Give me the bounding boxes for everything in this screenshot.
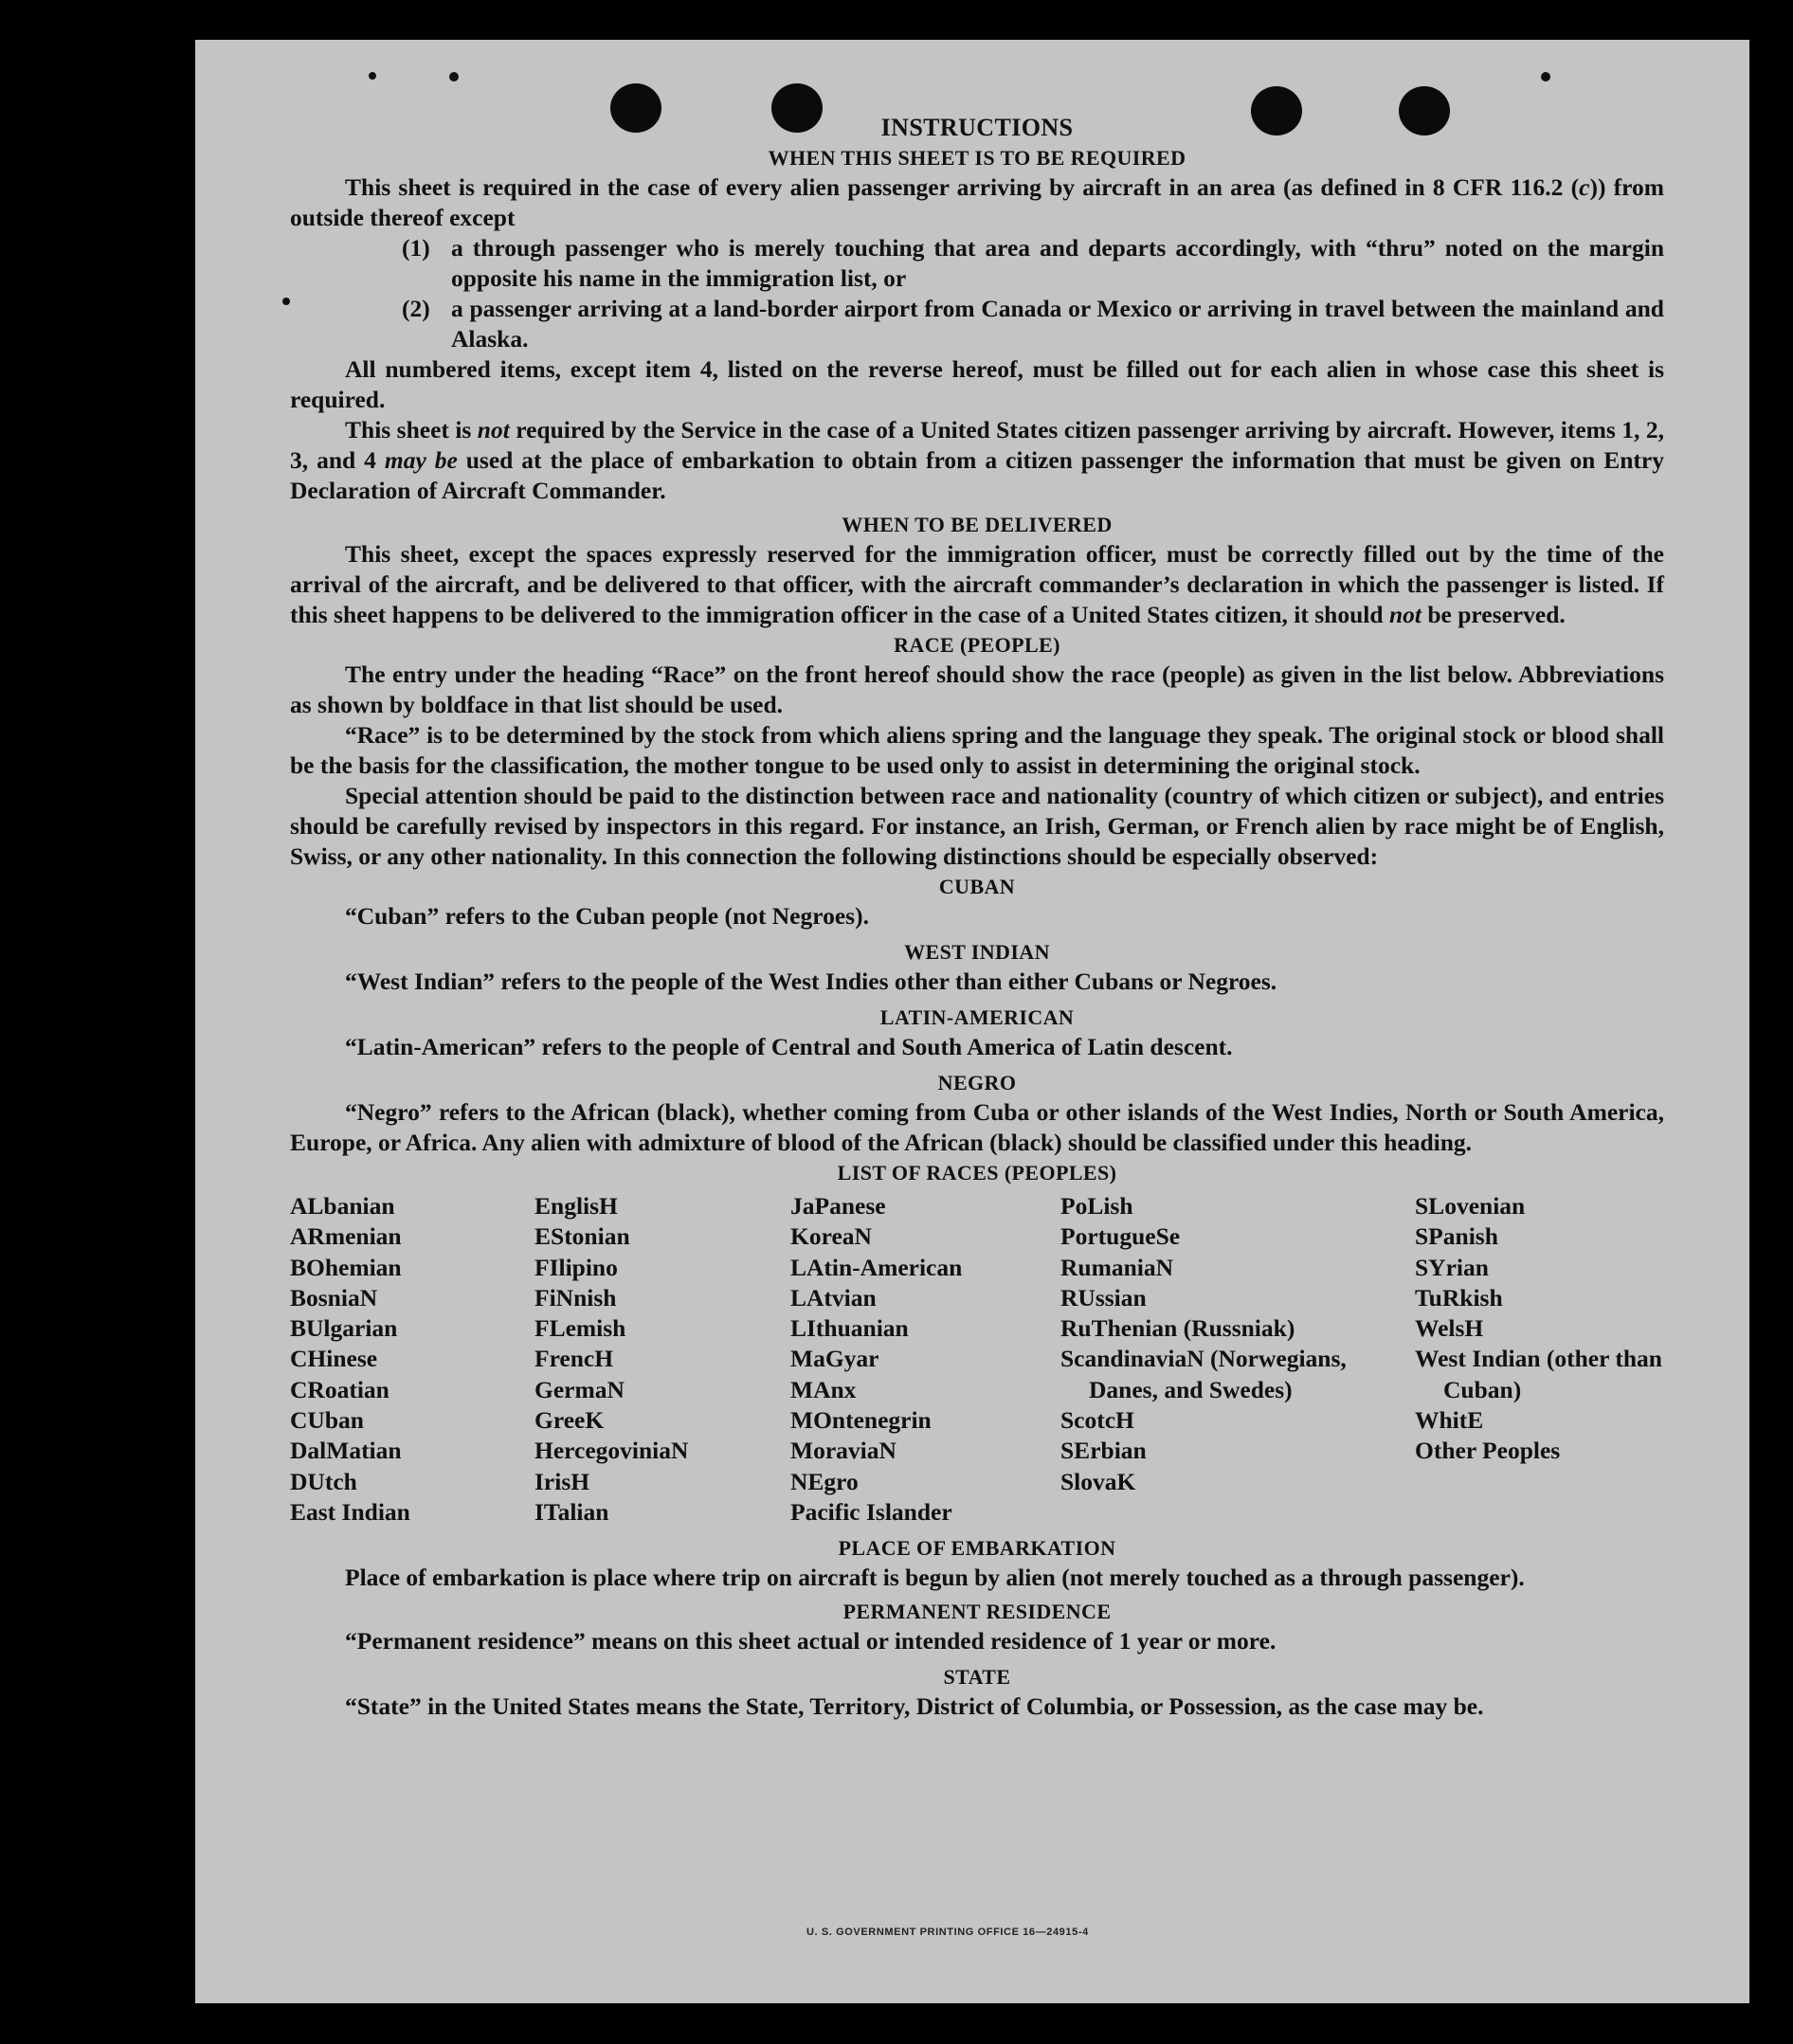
instructions-title: INSTRUCTIONS — [880, 114, 1074, 141]
races-column-1 — [290, 1191, 534, 1528]
race-entry: EnglisH — [534, 1192, 618, 1220]
races-column-2 — [534, 1191, 790, 1528]
race-entry: GermaN — [534, 1375, 625, 1403]
heading-latin-american: LATIN-AMERICAN — [879, 1005, 1075, 1029]
race-entry: ScotcH — [1060, 1406, 1134, 1435]
race-entry: SLovenian — [1415, 1192, 1526, 1220]
heading-delivered: WHEN TO BE DELIVERED — [842, 513, 1113, 536]
race-entry: FLemish — [534, 1314, 626, 1343]
latin-american-text: “Latin-American” refers to the people of Central and South America of Latin descent. — [345, 1033, 1233, 1060]
race-entry: RumaniaN — [1060, 1253, 1174, 1281]
race-entry: BosniaN — [290, 1283, 378, 1311]
race-entry: KoreaN — [790, 1222, 872, 1251]
race-entry: Other Peoples — [1415, 1437, 1561, 1465]
heading-west-indian: WEST INDIAN — [904, 940, 1050, 964]
negro-text: “Negro” refers to the African (black), whether coming from Cuba or other islands of the West Indies, North or South America, Europe, or Africa. Any alien with admixture of blood of the African (black) should be classified under this heading. — [290, 1098, 1664, 1156]
race-entry: MOntenegrin — [790, 1406, 932, 1435]
race-entry: DUtch — [290, 1467, 357, 1495]
ink-speck — [282, 298, 290, 305]
race-entry: FiNnish — [534, 1283, 617, 1311]
printing-office-footer: U. S. GOVERNMENT PRINTING OFFICE 16—24915-4 — [806, 1926, 1089, 1938]
race-entry: East Indian — [290, 1497, 410, 1526]
race-entry: FIlipino — [534, 1253, 618, 1281]
races-column-5 — [1415, 1191, 1664, 1528]
race-entry: ScandinaviaN (Norwegians, Danes, and Swedes) — [1060, 1345, 1347, 1403]
race-entry: IrisH — [534, 1467, 590, 1495]
race-entry: West Indian (other than Cuban) — [1415, 1345, 1662, 1403]
ink-speck — [1541, 72, 1550, 81]
races-column-4 — [1060, 1191, 1415, 1528]
cuban-text: “Cuban” refers to the Cuban people (not Negroes). — [345, 902, 869, 930]
race-entry: BOhemian — [290, 1253, 402, 1281]
heading-list-of-races: LIST OF RACES (PEOPLES) — [837, 1161, 1117, 1185]
embarkation-text: Place of embarkation is place where trip on aircraft is begun by alien (not merely touched as a through passenger). — [345, 1564, 1525, 1592]
races-list — [290, 1191, 1664, 1528]
west-indian-text: “West Indian” refers to the people of the West Indies other than either Cubans or Negroes. — [345, 968, 1277, 995]
race-paragraph-2: “Race” is to be determined by the stock from which aliens spring and the language they speak. The original stock or blood shall be the basis for the classification, the mother tongue to be used only to assist in determining the original stock. — [290, 721, 1664, 779]
race-entry: BUlgarian — [290, 1314, 398, 1343]
race-entry: SlovaK — [1060, 1467, 1136, 1495]
race-entry: ALbanian — [290, 1192, 395, 1220]
race-entry: WelsH — [1415, 1314, 1484, 1343]
required-paragraph-2: All numbered items, except item 4, listed on the reverse hereof, must be filled out for each alien in whose case this sheet is required. — [290, 355, 1664, 413]
race-entry: NEgro — [790, 1467, 859, 1495]
race-entry: MoraviaN — [790, 1437, 896, 1465]
race-entry: LAtvian — [790, 1283, 877, 1311]
race-entry: FrencH — [534, 1345, 614, 1373]
race-entry: LIthuanian — [790, 1314, 909, 1343]
race-entry: EStonian — [534, 1222, 630, 1251]
ink-speck — [369, 72, 376, 80]
race-entry: MAnx — [790, 1375, 857, 1403]
heading-race: RACE (PEOPLE) — [894, 633, 1060, 657]
race-entry: CRoatian — [290, 1375, 389, 1403]
race-entry: Pacific Islander — [790, 1497, 952, 1526]
race-entry: GreeK — [534, 1406, 605, 1435]
race-entry: RUssian — [1060, 1283, 1147, 1311]
heading-embarkation: PLACE OF EMBARKATION — [838, 1536, 1116, 1561]
race-entry: MaGyar — [790, 1345, 879, 1373]
ink-speck — [449, 72, 459, 81]
race-entry: ARmenian — [290, 1222, 402, 1251]
race-entry: SYrian — [1415, 1253, 1489, 1281]
heading-required: WHEN THIS SHEET IS TO BE REQUIRED — [768, 146, 1186, 170]
required-paragraph-3: This sheet is not required by the Service in the case of a United States citizen passenger arriving by aircraft. However, items 1, 2, 3, and 4 may be used at the place of embarkation to obtain from a citizen passenger the information that must be given on Entry Declaration of Aircraft Commander. — [290, 416, 1664, 504]
exception-item-1: (1) a through passenger who is merely touching that area and departs accordingly, with “thru” noted on the margin opposite his name in the immigration list, or — [402, 234, 1664, 292]
race-entry: PoLish — [1060, 1192, 1133, 1220]
exception-item-2: (2) a passenger arriving at a land-border airport from Canada or Mexico or arriving in travel between the mainland and Alaska. — [402, 295, 1664, 353]
race-paragraph-1: The entry under the heading “Race” on the front hereof should show the race (people) as given in the list below. Abbreviations as shown by boldface in that list should be used. — [290, 660, 1664, 718]
race-entry: WhitE — [1415, 1406, 1484, 1435]
heading-cuban: CUBAN — [938, 875, 1016, 898]
heading-residence: PERMANENT RESIDENCE — [842, 1600, 1112, 1624]
state-text: “State” in the United States means the State, Territory, District of Columbia, or Possession, as the case may be. — [345, 1692, 1484, 1721]
races-column-3 — [790, 1191, 1060, 1528]
race-entry: ITalian — [534, 1497, 609, 1526]
heading-state: STATE — [943, 1665, 1011, 1690]
race-entry: HercegoviniaN — [534, 1437, 689, 1465]
race-entry: TuRkish — [1415, 1283, 1503, 1311]
instructions-body — [290, 113, 1664, 1722]
required-paragraph-1: This sheet is required in the case of every alien passenger arriving by aircraft in an area (as defined in 8 CFR 116.2 (c)) from outside thereof except — [290, 173, 1664, 231]
race-entry: LAtin-American — [790, 1253, 963, 1281]
heading-negro: NEGRO — [937, 1071, 1017, 1094]
race-entry: RuThenian (Russniak) — [1060, 1314, 1295, 1343]
delivered-paragraph: This sheet, except the spaces expressly reserved for the immigration officer, must be correctly filled out by the time of the arrival of the aircraft, and be delivered to that officer, with the aircraft commander’s declaration in which the passenger is listed. If this sheet happens to be delivered to the immigration officer in the case of a United States citizen, it should not be preserved. — [290, 540, 1664, 628]
race-entry: JaPanese — [790, 1192, 886, 1220]
race-paragraph-3: Special attention should be paid to the distinction between race and nationality (country of which citizen or subject), and entries should be carefully revised by inspectors in this regard. For instance, an Irish, German, or French alien by race might be of English, Swiss, or any other nationality. In this connection the following distinctions should be especially observed: — [290, 782, 1664, 870]
race-entry: PortugueSe — [1060, 1222, 1181, 1251]
race-entry: CHinese — [290, 1345, 378, 1373]
residence-text: “Permanent residence” means on this sheet actual or intended residence of 1 year or more. — [345, 1627, 1277, 1655]
race-entry: SPanish — [1415, 1222, 1498, 1251]
document-sheet — [195, 40, 1749, 2003]
race-entry: SErbian — [1060, 1437, 1147, 1465]
race-entry: CUban — [290, 1406, 364, 1435]
race-entry: DalMatian — [290, 1437, 402, 1465]
